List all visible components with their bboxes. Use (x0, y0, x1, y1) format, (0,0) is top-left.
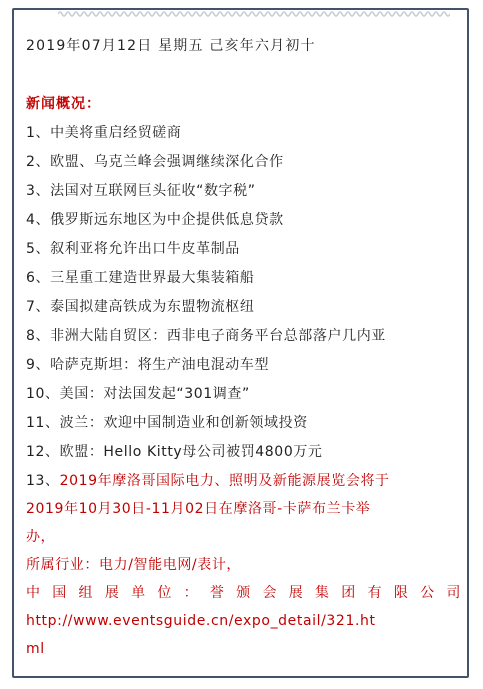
news-item (26, 148, 461, 177)
news-item-number: 9、 (26, 357, 51, 373)
news-item (26, 177, 461, 206)
news-item-13-line1 (26, 467, 461, 495)
expo-url-line1[interactable]: http://www.eventsguide.cn/expo_detail/321.ht (26, 613, 376, 629)
news-item-13-line3: 办， (26, 529, 56, 545)
news-item-number: 2、 (26, 154, 51, 170)
news-item-number: 13、 (26, 473, 60, 489)
news-item-number: 3、 (26, 183, 51, 199)
news-item-number: 8、 (26, 328, 51, 344)
news-item (26, 264, 461, 293)
news-item-text: 俄罗斯远东地区为中企提供低息贷款 (50, 212, 284, 228)
news-item-text: 三星重工建造世界最大集装箱船 (50, 270, 255, 286)
article-card (12, 8, 469, 678)
industry-line: 所属行业：电力/智能电网/表计， (26, 557, 242, 573)
news-item (26, 438, 461, 467)
news-item-text: 法国对互联网巨头征收“数字税” (50, 183, 256, 199)
news-item (26, 235, 461, 264)
news-item-text: 中美将重启经贸磋商 (50, 125, 182, 141)
news-item (26, 351, 461, 380)
news-item-text: 欧盟：Hello Kitty母公司被罚4800万元 (59, 444, 323, 460)
news-item (26, 409, 461, 438)
news-item-text: 欧盟、乌克兰峰会强调继续深化合作 (50, 154, 284, 170)
article-content (26, 32, 461, 663)
organizer-line: 中国组展单位：誉颁会展集团有限公司 (26, 585, 461, 601)
news-item (26, 206, 461, 235)
news-item-number: 7、 (26, 299, 51, 315)
news-item (26, 119, 461, 148)
news-item (26, 293, 461, 322)
decorative-wave-border (58, 9, 450, 19)
news-item-number: 5、 (26, 241, 51, 257)
news-item-number: 4、 (26, 212, 51, 228)
news-item (26, 322, 461, 351)
expo-announcement-text: 2019年摩洛哥国际电力、照明及新能源展览会将于 (59, 473, 390, 489)
news-item (26, 380, 461, 409)
news-item-number: 12、 (26, 444, 60, 460)
news-item-number: 1、 (26, 125, 51, 141)
news-item-text: 美国：对法国发起“301调查” (59, 386, 250, 402)
news-item-13-line2: 2019年10月30日-11月02日在摩洛哥-卡萨布兰卡举 (26, 501, 371, 517)
news-list (26, 119, 461, 663)
expo-url-line2[interactable]: ml (26, 641, 45, 657)
news-item-text: 泰国拟建高铁成为东盟物流枢纽 (50, 299, 255, 315)
date-line: 2019年07月12日 星期五 己亥年六月初十 (26, 38, 316, 54)
section-heading: 新闻概况： (26, 96, 101, 112)
news-item-text: 哈萨克斯坦：将生产油电混动车型 (50, 357, 270, 373)
news-item-number: 10、 (26, 386, 60, 402)
news-item-number: 11、 (26, 415, 60, 431)
news-item-text: 叙利亚将允许出口牛皮革制品 (50, 241, 240, 257)
news-item-number: 6、 (26, 270, 51, 286)
news-item-text: 非洲大陆自贸区：西非电子商务平台总部落户几内亚 (50, 328, 386, 344)
news-item-text: 波兰：欢迎中国制造业和创新领域投资 (59, 415, 308, 431)
